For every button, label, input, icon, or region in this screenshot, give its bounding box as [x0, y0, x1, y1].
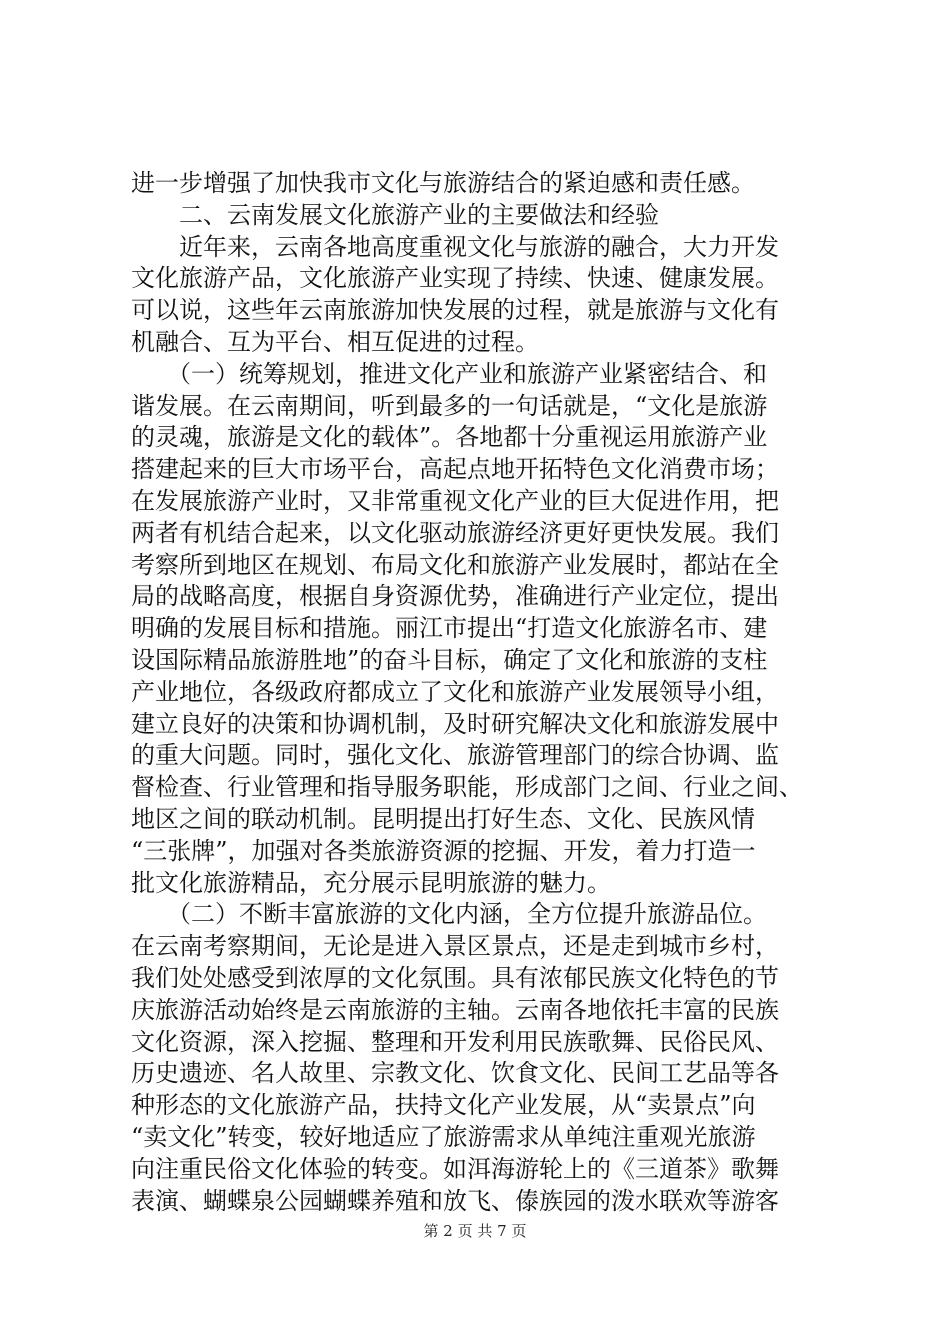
- text-line: 二、云南发展文化旅游产业的主要做法和经验: [131, 200, 659, 229]
- text-line: 庆旅游活动始终是云南旅游的主轴。云南各地依托丰富的民族: [131, 995, 779, 1024]
- text-line: （二）不断丰富旅游的文化内涵，全方位提升旅游品位。: [131, 900, 767, 929]
- text-line: 向注重民俗文化体验的转变。如洱海游轮上的《三道茶》歌舞: [131, 1154, 779, 1183]
- text-line: 历史遗迹、名人故里、宗教文化、饮食文化、民间工艺品等各: [131, 1059, 779, 1088]
- text-line: 文化资源，深入挖掘、整理和开发利用民族歌舞、民俗民风、: [131, 1027, 779, 1056]
- text-line: 在云南考察期间，无论是进入景区景点，还是走到城市乡村，: [131, 932, 779, 961]
- text-line: 督检查、行业管理和指导服务职能，形成部门之间、行业之间、: [131, 773, 803, 802]
- text-line: 文化旅游产品，文化旅游产业实现了持续、快速、健康发展。: [131, 264, 779, 293]
- text-line: 可以说，这些年云南旅游加快发展的过程，就是旅游与文化有: [131, 296, 779, 325]
- text-line: 种形态的文化旅游产品，扶持文化产业发展，从“卖景点”向: [131, 1091, 756, 1120]
- text-line: “三张牌”，加强对各类旅游资源的挖掘、开发，着力打造一: [131, 836, 756, 865]
- text-line: 批文化旅游精品，充分展示昆明旅游的魅力。: [131, 868, 611, 897]
- text-line: 建立良好的决策和协调机制，及时研究解决文化和旅游发展中: [131, 709, 779, 738]
- text-line: 机融合、互为平台、相互促进的过程。: [131, 327, 539, 356]
- text-line: 我们处处感受到浓厚的文化氛围。具有浓郁民族文化特色的节: [131, 963, 779, 992]
- page-footer: 第 2 页 共 7 页: [423, 1222, 527, 1240]
- document-body: [131, 168, 831, 1217]
- text-line: 谐发展。在云南期间，听到最多的一句话就是，“文化是旅游: [131, 391, 768, 420]
- text-line: 搭建起来的巨大市场平台，高起点地开拓特色文化消费市场；: [131, 455, 779, 484]
- text-line: 的重大问题。同时，强化文化、旅游管理部门的综合协调、监: [131, 741, 779, 770]
- text-line: 在发展旅游产业时，又非常重视文化产业的巨大促进作用，把: [131, 486, 779, 515]
- text-line: 的灵魂，旅游是文化的载体”。各地都十分重视运用旅游产业: [131, 423, 768, 452]
- text-line: 两者有机结合起来，以文化驱动旅游经济更好更快发展。我们: [131, 518, 779, 547]
- text-line: 表演、蝴蝶泉公园蝴蝶养殖和放飞、傣族园的泼水联欢等游客: [131, 1186, 779, 1215]
- text-line: 设国际精品旅游胜地”的奋斗目标，确定了文化和旅游的支柱: [131, 645, 768, 674]
- text-line: 进一步增强了加快我市文化与旅游结合的紧迫感和责任感。: [131, 169, 755, 197]
- text-line: “卖文化”转变，较好地适应了旅游需求从单纯注重观光旅游: [131, 1122, 756, 1151]
- text-line: 考察所到地区在规划、布局文化和旅游产业发展时，都站在全: [131, 550, 779, 579]
- text-line: 近年来，云南各地高度重视文化与旅游的融合，大力开发: [131, 232, 779, 261]
- text-line: 明确的发展目标和措施。丽江市提出“打造文化旅游名市、建: [131, 614, 768, 643]
- text-line: 地区之间的联动机制。昆明提出打好生态、文化、民族风情: [131, 804, 755, 833]
- text-line: 产业地位，各级政府都成立了文化和旅游产业发展领导小组，: [131, 677, 779, 706]
- text-line: （一）统筹规划，推进文化产业和旅游产业紧密结合、和: [131, 359, 767, 388]
- text-line: 局的战略高度，根据自身资源优势，准确进行产业定位，提出: [131, 582, 779, 611]
